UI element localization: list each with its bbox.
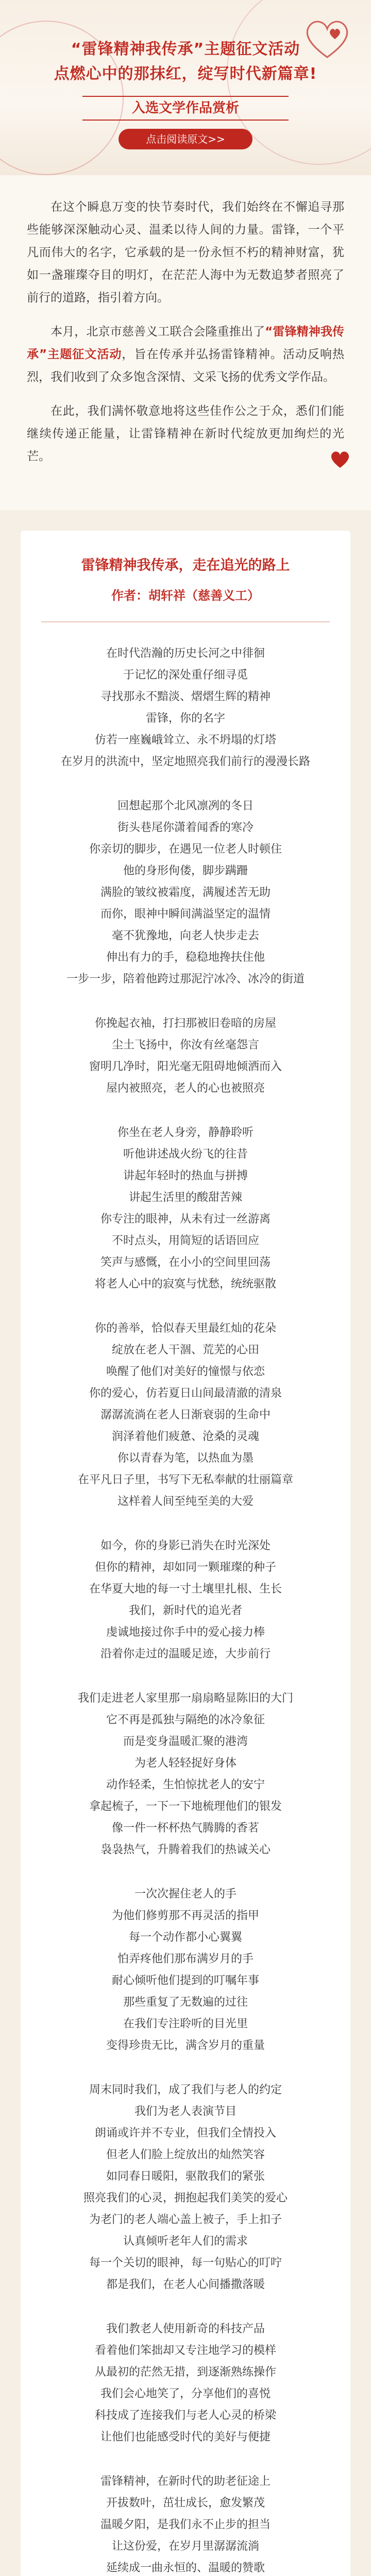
poem-line: 让他们也能感受时代的美好与便捷	[100, 2431, 271, 2444]
poem-line: 在华夏大地的每一寸土壤里扎根、生长	[89, 1583, 282, 1596]
intro-paragraph	[27, 320, 344, 388]
poem-stanza	[39, 1013, 332, 1099]
poem-line: 你专注的眼神，从未有过一丝游离	[100, 1213, 271, 1226]
poem-line: 科技成了连接我们与老人心灵的桥梁	[94, 2409, 276, 2422]
poem-line: 讲起年轻时的热血与拼搏	[123, 1170, 248, 1182]
intro-text: ，旨在传承并弘扬雷锋精神。活动反响热烈，我们收到了众多饱含深情、文采飞扬的优秀文学作品。	[27, 348, 345, 384]
heart-icon	[330, 450, 350, 469]
poem-line: 动作轻柔，生怕惊扰老人的安宁	[106, 1778, 265, 1791]
poem-line: 你亲切的脚步，在遇见一位老人时顿住	[89, 843, 282, 856]
poem-line: 认真倾听老年人们的需求	[123, 2235, 248, 2248]
poem-line: 它不再是孤独与隔绝的冰冷象征	[106, 1714, 265, 1726]
poem-line: 延续成一曲永恒的、温暖的赞歌	[106, 2562, 265, 2574]
poem-line: 你的爱心，仿若夏日山间最清澈的清泉	[89, 1387, 282, 1400]
banner-title-line2: 点燃心中的那抹红，绽写时代新篇章!	[54, 65, 317, 83]
poem-line: 我们走进老人家里那一扇扇略显陈旧的大门	[77, 1692, 293, 1705]
poem-line: 但你的精神，却如同一颗璀璨的种子	[94, 1561, 276, 1574]
poem-line: 一次次握住老人的手	[134, 1888, 237, 1901]
poem-section	[0, 510, 371, 2576]
intro-paragraph: 在此，我们满怀敬意地将这些佳作公之于众，悉们们能继续传递正能量，让雷锋精神在新时代绽放更加绚烂的光芒。	[27, 404, 344, 463]
poem-line: 你的善举，恰似春天里最红灿的花朵	[94, 1322, 276, 1335]
poem-line: 窗明几净时，阳光毫无阻碍地倾洒而入	[89, 1060, 282, 1073]
poem-line: 雷锋精神，在新时代的助老征途上	[100, 2475, 271, 2488]
poem-author: 作者：胡轩祥（慈善义工）	[111, 588, 260, 603]
intro-text: 本月，北京市慈善义工联合会隆重推出了	[50, 325, 265, 338]
poem-line: 在岁月的洪流中，坚定地照亮我们前行的漫漫长路	[60, 755, 310, 768]
poem-line: 温暖夕阳，是我们永不止步的担当	[100, 2518, 271, 2531]
poem-line: 在我们专注聆听的目光里	[123, 2018, 248, 2030]
poem-line: 你挽起衣袖，打扫那被旧卷暗的房屋	[94, 1017, 276, 1030]
poem-line: 为老人轻轻捉好身体	[134, 1757, 237, 1770]
poem-line: 让这份爱，在岁月里潺潺流淌	[111, 2540, 259, 2553]
poem-line: 寻找那永不黯淡、熠熠生辉的精神	[100, 690, 271, 703]
poem-line: 周末同时我们，成了我们与老人的约定	[89, 2083, 282, 2096]
poem-stanza	[39, 1535, 332, 1665]
poem-line: 而是变身温暖汇聚的港湾	[123, 1735, 248, 1748]
poem-body	[39, 643, 332, 2576]
divider	[41, 621, 330, 622]
poem-line: 一步一步，陪着他跨过那泥泞冰冷、冰冷的街道	[66, 973, 305, 986]
poem-stanza	[39, 1688, 332, 1861]
poem-line: 我们会心地笑了，分享他们的喜悦	[100, 2387, 271, 2400]
poem-line: 毫不犹豫地，向老人快步走去	[111, 929, 259, 942]
poem-line: 讲起生活里的酸甜苦辣	[128, 1191, 242, 1204]
poem-line: 拿起梳子，一下一下地梳理他们的银发	[89, 1800, 282, 1813]
poem-line: 沿着你走过的温暖足迹，大步前行	[100, 1648, 271, 1660]
poem-stanza	[39, 2079, 332, 2296]
poem-line: 将老人心中的寂寞与忧愁，统统驱散	[94, 1278, 276, 1291]
poem-stanza	[39, 2318, 332, 2448]
poem-line: 我们为老人表演节目	[134, 2105, 237, 2118]
poem-line: 于记忆的深处重仔细寻觅	[123, 669, 248, 682]
poem-line: 耐心倾听他们提到的叮嘱年事	[111, 1974, 259, 1987]
poem-line: 如同春日暖阳，驱散我们的紧张	[106, 2170, 265, 2183]
poem-stanza	[39, 1122, 332, 1295]
poem-line: 伸出有力的手，稳稳地搀扶住他	[106, 951, 265, 964]
poem-line: 看着他们笨拙却又专注地学习的模样	[94, 2344, 276, 2357]
poem-line: 朗诵或许并不专业，但我们全情投入	[94, 2127, 276, 2140]
poem-line: 如今，你的身影已消失在时光深处	[100, 1539, 271, 1552]
intro-paragraph: 在这个瞬息万变的快节奏时代，我们始终在不懈追寻那些能够深深触动心灵、温柔以待人间的力量。雷锋，一个平凡而伟大的名字，它承载的是一份永恒不朽的精神财富，犹如一盏璀璨夺目的明灯，在茫茫人海中为无数追梦者照亮了前行的道路，指引着方向。	[27, 200, 344, 304]
poem-line: 街头巷尾你潇着闻香的寒冷	[117, 821, 254, 834]
poem-line: 听他讲述战火纷飞的往昔	[123, 1148, 248, 1161]
header-banner	[0, 0, 371, 175]
poem-line: 为老门的老人端心盖上被子，手上扣子	[89, 2213, 282, 2226]
poem-line: 润泽着他们疲惫、沧桑的灵魂	[111, 1430, 259, 1443]
poem-line: 我们，新时代的追光者	[128, 1604, 242, 1617]
poem-line: 笑声与感慨，在小小的空间里回荡	[100, 1256, 271, 1269]
poem-line: 从最初的茫然无措，到逐渐熟练操作	[94, 2366, 276, 2379]
poem-line: 你坐在老人身旁，静静聆听	[117, 1126, 254, 1139]
read-original-button[interactable]: 点击阅读原文>>	[119, 129, 252, 149]
poem-line: 袅袅热气，升腾着我们的热诚关心	[100, 1843, 271, 1856]
poem-card	[21, 531, 350, 2576]
poem-line: 但老人们脸上绽放出的灿然笑容	[106, 2148, 265, 2161]
poem-line: 照亮我们的心灵，拥抱起我们美笑的爱心	[83, 2192, 288, 2205]
poem-title: 雷锋精神我传承，走在追光的路上	[81, 557, 290, 573]
poem-stanza	[39, 1884, 332, 2057]
poem-line: 潺潺流淌在老人日渐衰弱的生命中	[100, 1409, 271, 1421]
poem-line: 为他们修剪那不再灵活的指甲	[111, 1909, 259, 1922]
poem-line: 回想起那个北风凛冽的冬日	[117, 800, 254, 812]
poem-line: 在平凡日子里，书写下无私奉献的壮丽篇章	[77, 1473, 293, 1486]
poem-line: 他的身形佝偻，脚步蹒跚	[123, 865, 248, 877]
poem-line: 尘土飞扬中，你汝有丝毫怨言	[111, 1039, 259, 1052]
intro-section	[0, 175, 371, 489]
poem-line: 像一件一杯杯热气腾腾的香茗	[111, 1822, 259, 1835]
poem-stanza	[39, 643, 332, 773]
poem-line: 虔诚地接过你手中的爱心接力棒	[106, 1626, 265, 1639]
poem-line: 屋内被照亮，老人的心也被照亮	[106, 1082, 265, 1095]
poem-line: 你以青春为笔，以热血为墨	[117, 1452, 254, 1465]
poem-line: 唤醒了他们对美好的憧憬与依恋	[106, 1365, 265, 1378]
poem-stanza	[39, 795, 332, 990]
poem-line: 而你，眼神中瞬间满溢坚定的温情	[100, 908, 271, 921]
poem-line: 那些重复了无数遍的过往	[123, 1996, 248, 2009]
poem-line: 在时代浩瀚的历史长河之中徘徊	[106, 647, 265, 660]
poem-stanza	[39, 1318, 332, 1513]
poem-line: 我们教老人使用新奇的科技产品	[106, 2323, 265, 2335]
poem-line: 怕弄疼他们那布满岁月的手	[117, 1953, 254, 1965]
poem-line: 雷锋，你的名字	[145, 712, 225, 725]
poem-line: 每一个关切的眼神，每一句贴心的叮咛	[89, 2257, 282, 2269]
poem-line: 开拔数叶，茁壮成长，愈发繁茂	[106, 2497, 265, 2510]
banner-subtitle: 入选文学作品赏析	[82, 96, 289, 121]
poem-stanza	[39, 2471, 332, 2576]
poem-line: 变得珍贵无比，满含岁月的重量	[106, 2039, 265, 2052]
poem-line: 绽放在老人干涸、荒芜的心田	[111, 1344, 259, 1357]
poem-line: 这样着人间至纯至美的大爱	[117, 1495, 254, 1508]
section-spacer	[0, 489, 371, 510]
banner-title-line1: “雷锋精神我传承”主题征文活动	[71, 40, 300, 58]
poem-line: 不时点头，用简短的话语回应	[111, 1234, 259, 1247]
poem-line: 每一个动作都小心翼翼	[128, 1931, 242, 1944]
poem-line: 满脸的皱纹被霜度，满履述苦无助	[100, 886, 271, 899]
event-name-highlight: “雷锋精神我传承”主题征文活动	[27, 325, 344, 361]
poem-line: 仿若一座巍峨耸立、永不坍塌的灯塔	[94, 734, 276, 747]
poem-line: 都是我们，在老人心间播撒落暖	[106, 2278, 265, 2291]
